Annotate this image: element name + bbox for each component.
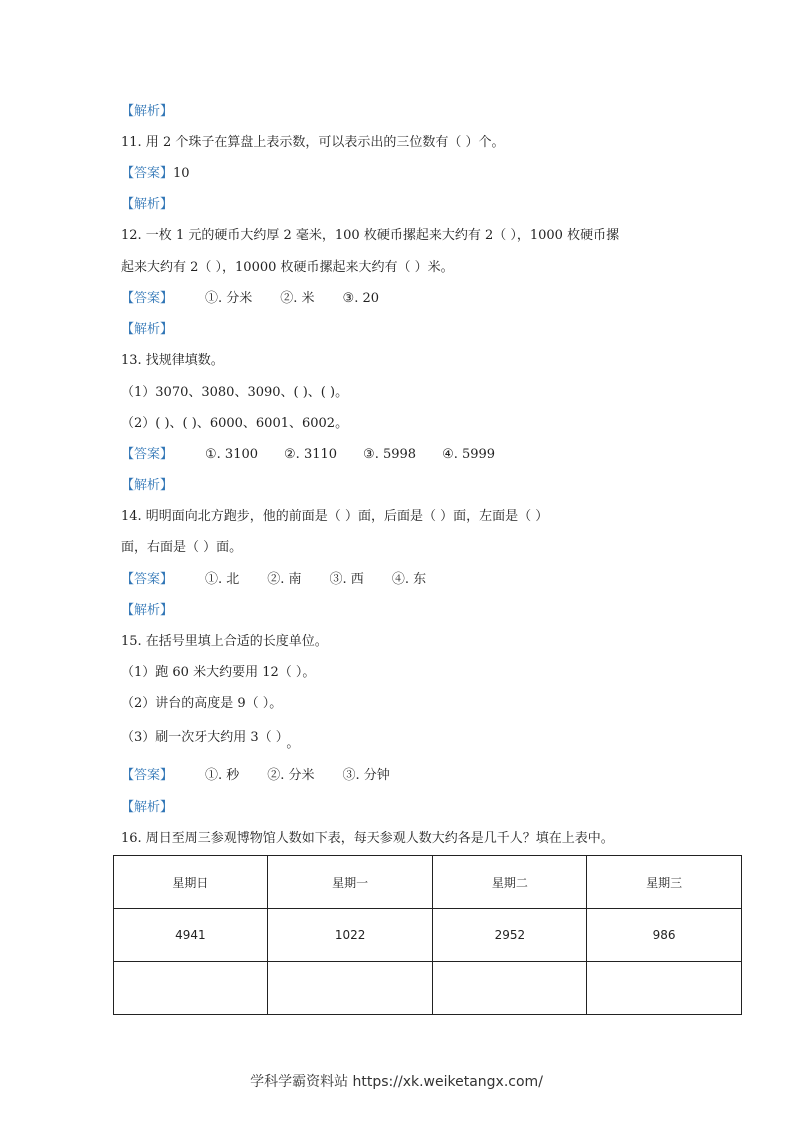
table-empty-cell[interactable] bbox=[433, 962, 587, 1015]
question-15-sub2: （2）讲台的高度是 9（ ）。 bbox=[121, 696, 283, 711]
question-16: 16. 周日至周三参观博物馆人数如下表，每天参观人数大约各是几千人？填在上表中。 bbox=[121, 831, 614, 846]
table-empty-cell[interactable] bbox=[267, 962, 433, 1015]
analysis-label: 【解析】 bbox=[121, 603, 174, 618]
answer-13: 【答案】 ①. 3100 ②. 3110 ③. 5998 ④. 5999 bbox=[121, 447, 496, 462]
visitor-table bbox=[113, 855, 742, 1015]
question-13-sub1: （1）3070、3080、3090、( )、( )。 bbox=[121, 385, 349, 400]
table-cell: 4941 bbox=[114, 909, 268, 962]
answer-11: 【答案】10 bbox=[121, 166, 190, 181]
table-cell: 2952 bbox=[433, 909, 587, 962]
analysis-label: 【解析】 bbox=[121, 322, 174, 337]
table-empty-row bbox=[114, 962, 742, 1015]
analysis-label: 【解析】 bbox=[121, 197, 174, 212]
question-15-sub1: （1）跑 60 米大约要用 12（ ）。 bbox=[121, 665, 316, 680]
answer-15: 【答案】 ①. 秒 ②. 分米 ③. 分钟 bbox=[121, 768, 390, 783]
table-header-cell: 星期三 bbox=[587, 856, 742, 909]
question-12-line1: 12. 一枚 1 元的硬币大约厚 2 毫米，100 枚硬币摞起来大约有 2（ ），1000 枚硬币摞 bbox=[121, 228, 620, 243]
footer-watermark: 学科学霸资料站 https://xk.weiketangx.com/ bbox=[250, 1074, 543, 1090]
answer-12: 【答案】 ①. 分米 ②. 米 ③. 20 bbox=[121, 291, 380, 306]
table-empty-cell[interactable] bbox=[114, 962, 268, 1015]
question-13-sub2: （2）( )、( )、6000、6001、6002。 bbox=[121, 416, 349, 431]
table-empty-cell[interactable] bbox=[587, 962, 742, 1015]
question-15-sub3: （3）刷一次牙大约用 3（ ） 。 bbox=[121, 730, 300, 751]
table-row bbox=[114, 909, 742, 962]
table-header-cell: 星期日 bbox=[114, 856, 268, 909]
answer-14: 【答案】 ①. 北 ②. 南 ③. 西 ④. 东 bbox=[121, 572, 427, 587]
question-14-line2: 面，右面是（ ）面。 bbox=[121, 540, 243, 555]
table-cell: 1022 bbox=[267, 909, 433, 962]
question-11: 11. 用 2 个珠子在算盘上表示数，可以表示出的三位数有（ ）个。 bbox=[121, 135, 505, 150]
analysis-label: 【解析】 bbox=[121, 800, 174, 815]
question-12-line2: 起来大约有 2（ ），10000 枚硬币摞起来大约有（ ）米。 bbox=[121, 260, 454, 275]
table-cell: 986 bbox=[587, 909, 742, 962]
analysis-label: 【解析】 bbox=[121, 478, 174, 493]
table-header-cell: 星期一 bbox=[267, 856, 433, 909]
analysis-label: 【解析】 bbox=[121, 104, 174, 119]
table-header-cell: 星期二 bbox=[433, 856, 587, 909]
table-header-row bbox=[114, 856, 742, 909]
question-14-line1: 14. 明明面向北方跑步，他的前面是（ ）面，后面是（ ）面，左面是（ ） bbox=[121, 509, 549, 524]
question-15-title: 15. 在括号里填上合适的长度单位。 bbox=[121, 634, 328, 649]
question-13-title: 13. 找规律填数。 bbox=[121, 353, 224, 368]
